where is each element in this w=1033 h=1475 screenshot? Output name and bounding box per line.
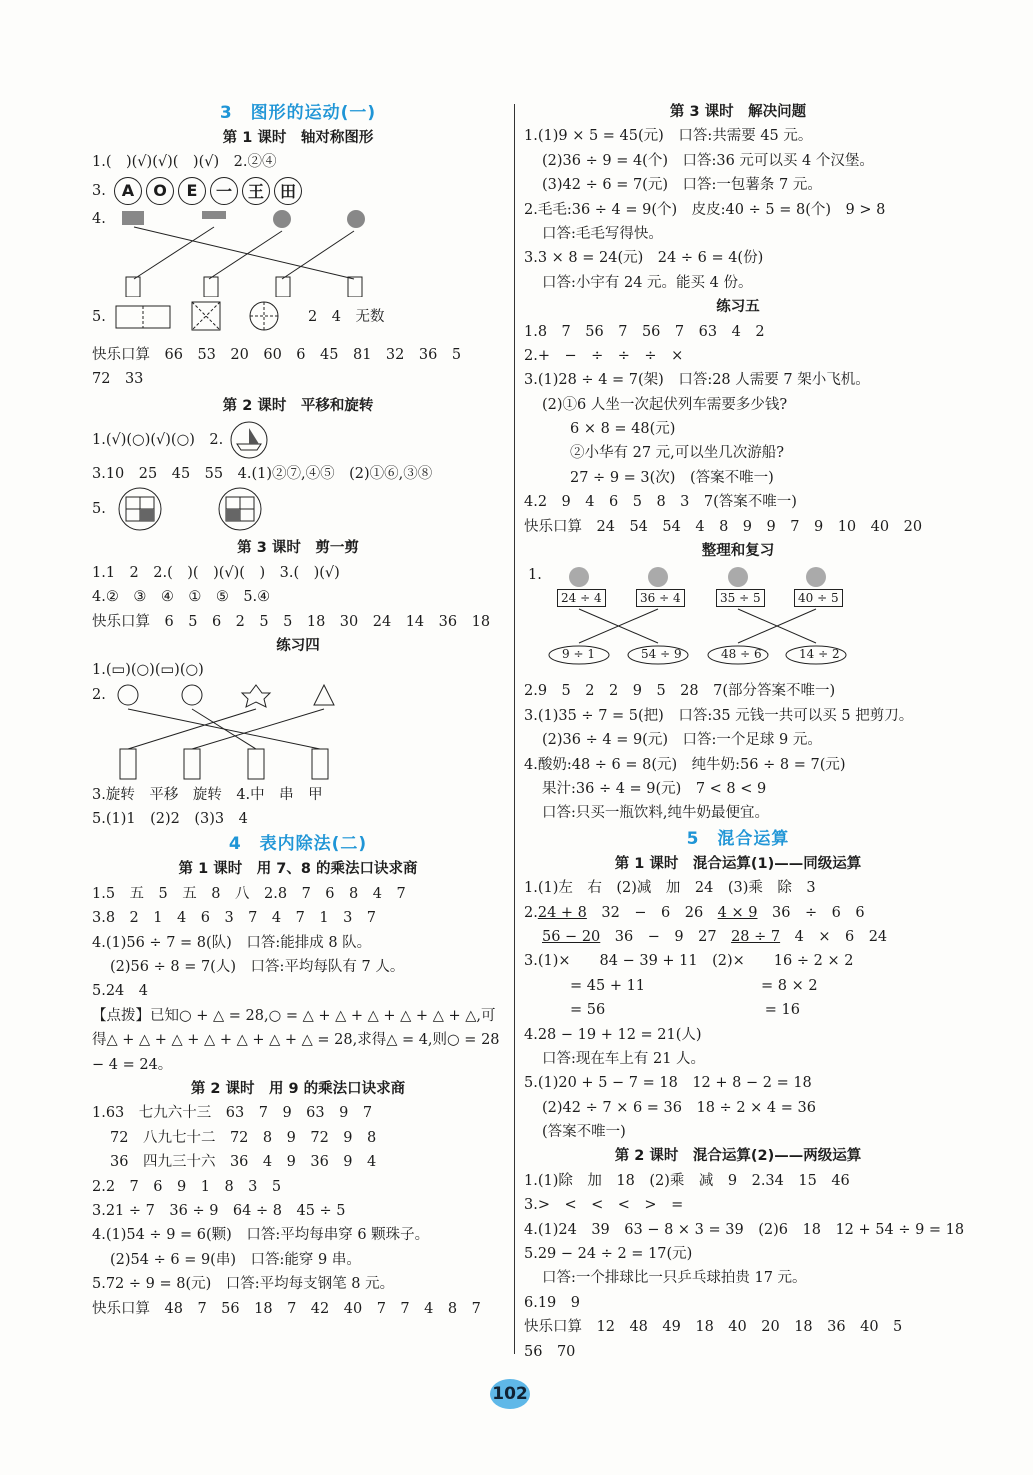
answer-line: 快乐口算 12 48 49 18 40 20 18 36 40 5 <box>524 1319 903 1336</box>
cat-expression: 35 ÷ 5 <box>716 589 765 607</box>
section-title-3: 3 图形的运动(一) <box>219 103 377 123</box>
lesson-title: 第 3 课时 剪一剪 <box>237 540 359 557</box>
answer-line: (2)36 ÷ 9 = 4(个) 口答:36 元可以买 4 个汉堡。 <box>542 152 874 169</box>
cat-icon <box>569 567 589 587</box>
cat-expression: 36 ÷ 4 <box>636 589 685 607</box>
answer-line: 2.9 5 2 2 9 5 28 7(部分答案不唯一) <box>524 683 836 700</box>
flower-icon <box>347 210 365 228</box>
rotation-figures <box>114 487 264 531</box>
half-shape-icon <box>312 749 328 779</box>
answer-line: 1.5 五 5 五 8 八 2.8 7 6 8 4 7 <box>92 885 406 902</box>
lesson-title: 第 2 课时 平移和旋转 <box>222 397 374 414</box>
section-title-5: 5 混合运算 <box>686 828 790 849</box>
answer-line: 5.(1)1 (2)2 (3)3 4 <box>92 811 248 828</box>
tree-icon <box>314 685 334 705</box>
answer-line: 1.1 2 2.( )( )(√)( ) 3.( )(√) <box>92 564 340 581</box>
answer-line: 1.( )(√)(√)( )(√) 2.②④ <box>92 154 277 171</box>
answer-line: 5.24 4 <box>92 983 149 1000</box>
cat-icon <box>648 567 668 587</box>
gourd-icon <box>182 685 202 705</box>
answer-line: 快乐口算 24 54 54 4 8 9 9 7 9 10 40 20 <box>524 518 923 535</box>
answer-line: ②小华有 27 元,可以坐几次游船? <box>570 445 785 462</box>
answer-line: 快乐口算 66 53 20 60 6 45 81 32 36 5 <box>92 346 462 363</box>
section-title-4: 4 表内除法(二) <box>228 834 368 855</box>
answer-line: = 45 + 11 = 8 × 2 <box>570 977 818 994</box>
answer-line: 3.21 ÷ 7 36 ÷ 9 64 ÷ 8 45 ÷ 5 <box>92 1202 346 1219</box>
letter-circle: 田 <box>274 177 302 205</box>
answer-line: (2)36 ÷ 4 = 9(元) 口答:一个足球 9 元。 <box>542 732 822 749</box>
answer-line: 5.29 − 24 ÷ 2 = 17(元) <box>524 1246 693 1263</box>
column-divider <box>514 104 515 1354</box>
page-number: 102 <box>490 1379 530 1409</box>
letter-circle: O <box>146 177 174 205</box>
left-column <box>92 100 504 1321</box>
exercise-title: 练习四 <box>276 637 320 654</box>
answer-line: 口答:毛毛写得快。 <box>542 225 663 242</box>
answer-q1-2: 1.(√)(○)(√)(○) 2. <box>92 418 504 462</box>
symmetry-figures <box>114 300 294 334</box>
answer-line: 2.24 + 8 32 − 6 26 4 × 9 36 ÷ 6 6 <box>524 904 865 921</box>
matching-diagram <box>114 683 344 783</box>
answer-line: 4.2 9 4 6 5 8 3 7(答案不唯一) <box>524 494 797 511</box>
bag-icon <box>273 210 291 228</box>
answer-line: 2.毛毛:36 ÷ 4 = 9(个) 皮皮:40 ÷ 5 = 8(个) 9 > 8 <box>524 201 886 218</box>
answer-line: 1.(1)左 右 (2)减 加 24 (3)乘 除 3 <box>524 880 816 897</box>
answer-q4-matching: 4. <box>92 207 504 297</box>
answer-line: 56 − 20 36 − 9 27 28 ÷ 7 4 × 6 24 <box>542 928 888 945</box>
answer-line: 36 四九三十六 36 4 9 36 9 4 <box>110 1154 377 1171</box>
answer-line: (2)56 ÷ 8 = 7(人) 口答:平均每队有 7 人。 <box>110 959 405 976</box>
fish-expression: 54 ÷ 9 <box>641 647 682 662</box>
answer-line: 72 八九七十二 72 8 9 72 9 8 <box>110 1129 377 1146</box>
answer-line: = 56 = 16 <box>570 1002 800 1019</box>
cat-icon <box>806 567 826 587</box>
answer-line: 3.(1)28 ÷ 4 = 7(架) 口答:28 人需要 7 架小飞机。 <box>524 372 870 389</box>
answer-line: 口答:小宇有 24 元。能买 4 份。 <box>542 274 753 291</box>
answer-line: 3.3 × 8 = 24(元) 24 ÷ 6 = 4(份) <box>524 250 764 267</box>
answer-line: 快乐口算 6 5 6 2 5 5 18 30 24 14 36 18 <box>92 613 491 630</box>
lesson-title: 第 1 课时 混合运算(1)——同级运算 <box>614 855 862 872</box>
answer-line: (答案不唯一) <box>542 1124 626 1141</box>
answer-line: 1.63 七九六十三 63 7 9 63 9 7 <box>92 1105 373 1122</box>
answer-line: 4.(1)54 ÷ 9 = 6(颗) 口答:平均每串穿 6 颗珠子。 <box>92 1227 430 1244</box>
right-column <box>524 100 965 1364</box>
answer-q5: 5. <box>92 486 504 532</box>
answer-line: (2)42 ÷ 7 × 6 = 36 18 ÷ 2 × 4 = 36 <box>542 1099 816 1116</box>
answer-line: 6.19 9 <box>524 1294 581 1311</box>
review-title: 整理和复习 <box>701 543 775 560</box>
answer-line: 72 33 <box>92 371 144 388</box>
answer-line: 4.28 − 19 + 12 = 21(人) <box>524 1026 702 1043</box>
matching-lines <box>546 563 876 679</box>
cat-icon <box>728 567 748 587</box>
lesson-title: 第 1 课时 用 7、8 的乘法口诀求商 <box>178 861 418 878</box>
answer-line: 快乐口算 48 7 56 18 7 42 40 7 7 4 8 7 <box>92 1300 481 1317</box>
cat-expression: 24 ÷ 4 <box>557 589 606 607</box>
answer-line: 1.(▭)(○)(▭)(○) <box>92 662 204 679</box>
answer-line: 3.10 25 45 55 4.(1)②⑦,④⑤ (2)①⑥,③⑧ <box>92 465 433 482</box>
answer-line: 4.酸奶:48 ÷ 6 = 8(元) 纯牛奶:56 ÷ 8 = 7(元) <box>524 756 846 773</box>
fish-expression: 14 ÷ 2 <box>799 647 840 662</box>
answer-line: 1.8 7 56 7 56 7 63 4 2 <box>524 323 765 340</box>
half-shape-icon <box>120 749 136 779</box>
circle-icon <box>250 302 278 330</box>
answer-line: 3.旋转 平移 旋转 4.中 串 甲 <box>92 786 323 803</box>
half-shape-icon <box>184 749 200 779</box>
answer-line: 2.2 7 6 9 1 8 3 5 <box>92 1178 282 1195</box>
answer-line: 1.(1)除 加 18 (2)乘 减 9 2.34 15 46 <box>524 1172 850 1189</box>
answer-line: 3.(1)× 84 − 39 + 11 (2)× 16 ÷ 2 × 2 <box>524 953 854 970</box>
fish-expression: 9 ÷ 1 <box>562 647 595 662</box>
answer-line: 4.(1)24 39 63 − 8 × 3 = 39 (2)6 18 12 + 54 ÷ 9 = 18 <box>524 1221 965 1238</box>
answer-line: 口答:现在车上有 21 人。 <box>542 1050 706 1067</box>
answer-line: (2)54 ÷ 6 = 9(串) 口答:能穿 9 串。 <box>110 1251 361 1268</box>
lesson-title: 第 1 课时 轴对称图形 <box>222 130 374 146</box>
answer-q3: 3. A O E 一 王 田 <box>92 175 504 207</box>
answer-line: 56 70 <box>524 1343 576 1360</box>
hint-paragraph: 【点拨】已知○ + △ = 28,○ = △ + △ + △ + △ + △ + △,可得△ + △ + △ + △ + △ + △ + △ = 28,求得△ = 4,则○ = 28 − 4 = 24。 <box>92 1007 500 1073</box>
answer-line: 3.8 2 1 4 6 3 7 4 7 1 3 7 <box>92 910 377 927</box>
answer-line: 1.(1)9 × 5 = 45(元) 口答:共需要 45 元。 <box>524 128 813 145</box>
cat-fish-matching: 1. 24 ÷ 4 36 ÷ 4 35 ÷ 5 40 ÷ 5 9 ÷ 1 54 ÷ 9 48 ÷ 6 14 ÷ 2 <box>524 563 952 679</box>
answer-line: 3.> < < < > = <box>524 1197 684 1214</box>
letter-circle: A <box>114 177 142 205</box>
letter-circle: E <box>178 177 206 205</box>
answer-line: 2.+ − ÷ ÷ ÷ × <box>524 347 684 364</box>
boat-icon <box>237 444 261 450</box>
answer-line: 口答:一个排球比一只乒乓球拍贵 17 元。 <box>542 1270 807 1287</box>
half-shape-icon <box>126 277 140 297</box>
answer-line: 5.72 ÷ 9 = 8(元) 口答:平均每支钢笔 8 元。 <box>92 1276 395 1293</box>
half-shape-icon <box>276 277 290 297</box>
answer-line: 果汁:36 ÷ 4 = 9(元) 7 < 8 < 9 <box>542 780 767 797</box>
half-shape-icon <box>348 277 362 297</box>
lamp-icon <box>202 211 226 219</box>
answer-q2-matching: 2. <box>92 683 504 783</box>
answer-q5: 5. 2 4 无数 <box>92 297 504 337</box>
cat-expression: 40 ÷ 5 <box>794 589 843 607</box>
fish-expression: 48 ÷ 6 <box>721 647 762 662</box>
lesson-title: 第 2 课时 混合运算(2)——两级运算 <box>614 1148 862 1165</box>
half-shape-icon <box>204 277 218 297</box>
flower-icon <box>242 685 270 707</box>
answer-line: 6 × 8 = 48(元) <box>570 421 676 438</box>
apple-icon <box>118 685 138 705</box>
answer-line: 4.(1)56 ÷ 7 = 8(队) 口答:能排成 8 队。 <box>92 934 372 951</box>
exercise-title: 练习五 <box>716 299 760 316</box>
half-shape-icon <box>248 749 264 779</box>
letter-circle: 一 <box>210 177 238 205</box>
answer-line: (2)①6 人坐一次起伏列车需要多少钱? <box>542 396 788 413</box>
shirt-icon <box>122 211 144 225</box>
answer-line: 5.(1)20 + 5 − 7 = 18 12 + 8 − 2 = 18 <box>524 1075 812 1092</box>
lesson-title: 第 2 课时 用 9 的乘法口诀求商 <box>190 1081 406 1098</box>
answer-line: 3.(1)35 ÷ 7 = 5(把) 口答:35 元钱一共可以买 5 把剪刀。 <box>524 707 914 724</box>
answer-line: 口答:只买一瓶饮料,纯牛奶最便宜。 <box>542 805 769 822</box>
lesson-title: 第 3 课时 解决问题 <box>669 104 807 120</box>
answer-line: 4.② ③ ④ ① ⑤ 5.④ <box>92 589 271 606</box>
answer-line: 27 ÷ 9 = 3(次) (答案不唯一) <box>570 469 774 486</box>
letter-circle: 王 <box>242 177 270 205</box>
boat-figure <box>223 420 275 460</box>
answer-line: (3)42 ÷ 6 = 7(元) 口答:一包薯条 7 元。 <box>542 177 822 194</box>
matching-diagram <box>114 207 374 297</box>
